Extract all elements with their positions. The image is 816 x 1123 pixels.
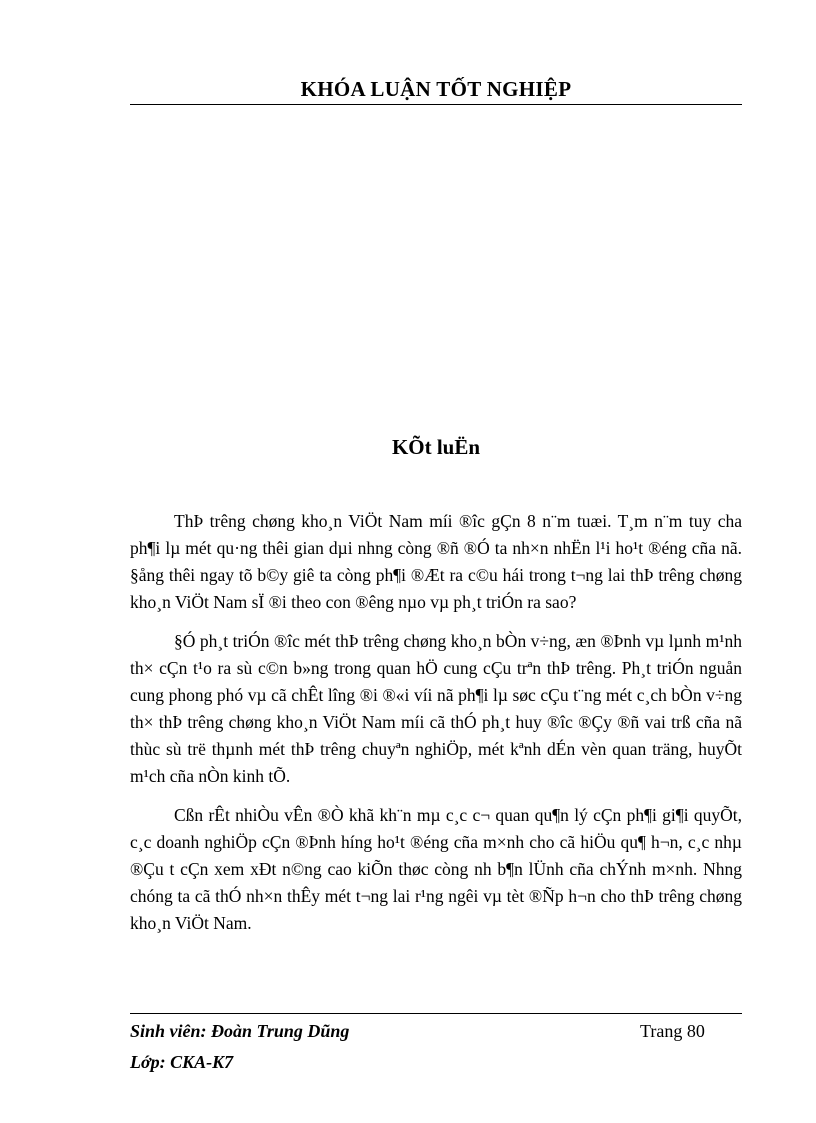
body-text	[130, 508, 742, 949]
footer-student-name: Sinh viên: Đoàn Trung Dũng	[130, 1021, 350, 1041]
footer-page-number: Trang 80	[640, 1021, 705, 1041]
header-title: KHÓA LUẬN TỐT NGHIỆP	[300, 77, 572, 101]
section-title: KÕt luËn	[391, 435, 481, 459]
footer-divider	[130, 1013, 742, 1014]
paragraph-3: Cßn rÊt nhiÒu vÊn ®Ò khã kh¨n mµ c¸c c¬ quan qu¶n lý cÇn ph¶i gi¶i quyÕt, c¸c doanh nghiÖp cÇn ®Þnh híng ho¹t ®éng cña m×nh cho cã hiÖu qu¶ h¬n, c¸c nhµ ®Çu t cÇn xem xÐt n©ng cao kiÕn thøc còng nh b¶n lÜnh cña chÝnh m×nh. Nhng chóng ta cã thÓ nh×n thÊy mét t¬ng lai r¹ng ngêi vµ tèt ®Ñp h¬n cho thÞ trêng chøng kho¸n ViÖt Nam.	[130, 805, 742, 933]
footer-class: Lớp: CKA-K7	[130, 1052, 234, 1072]
paragraph-1: ThÞ trêng chøng kho¸n ViÖt Nam míi ®îc gÇn 8 n¨m tuæi. T¸m n¨m tuy cha ph¶i lµ mét qu·ng thêi gian dµi nhng còng ®ñ ®Ó ta nh×n nhËn l¹i ho¹t ®éng cña nã. §ång thêi ngay tõ b©y giê ta còng ph¶i ®Æt ra c©u hái trong t¬ng lai thÞ trêng chøng kho¸n ViÖt Nam sÏ ®i theo con ®êng nµo vµ ph¸t triÓn ra sao?	[130, 511, 742, 612]
header-divider	[130, 104, 742, 105]
paragraph-2: §Ó ph¸t triÓn ®îc mét thÞ trêng chøng kho¸n bÒn v÷ng, æn ®Þnh vµ lµnh m¹nh th× cÇn t¹o ra sù c©n b»ng trong quan hÖ cung cÇu trªn thÞ trêng. Ph¸t triÓn nguån cung phong phó vµ cã chÊt lîng ®i ®«i víi nã ph¶i lµ søc cÇu t¨ng mét c¸ch bÒn v÷ng th× thÞ trêng chøng kho¸n ViÖt Nam míi cã thÓ ph¸t huy ®îc ®Çy ®ñ vai trß cña nã thùc sù trë thµnh mét thÞ trêng chuyªn nghiÖp, mét kªnh dÉn vèn quan träng, huyÕt m¹ch cña nÒn kinh tÕ.	[130, 631, 742, 786]
